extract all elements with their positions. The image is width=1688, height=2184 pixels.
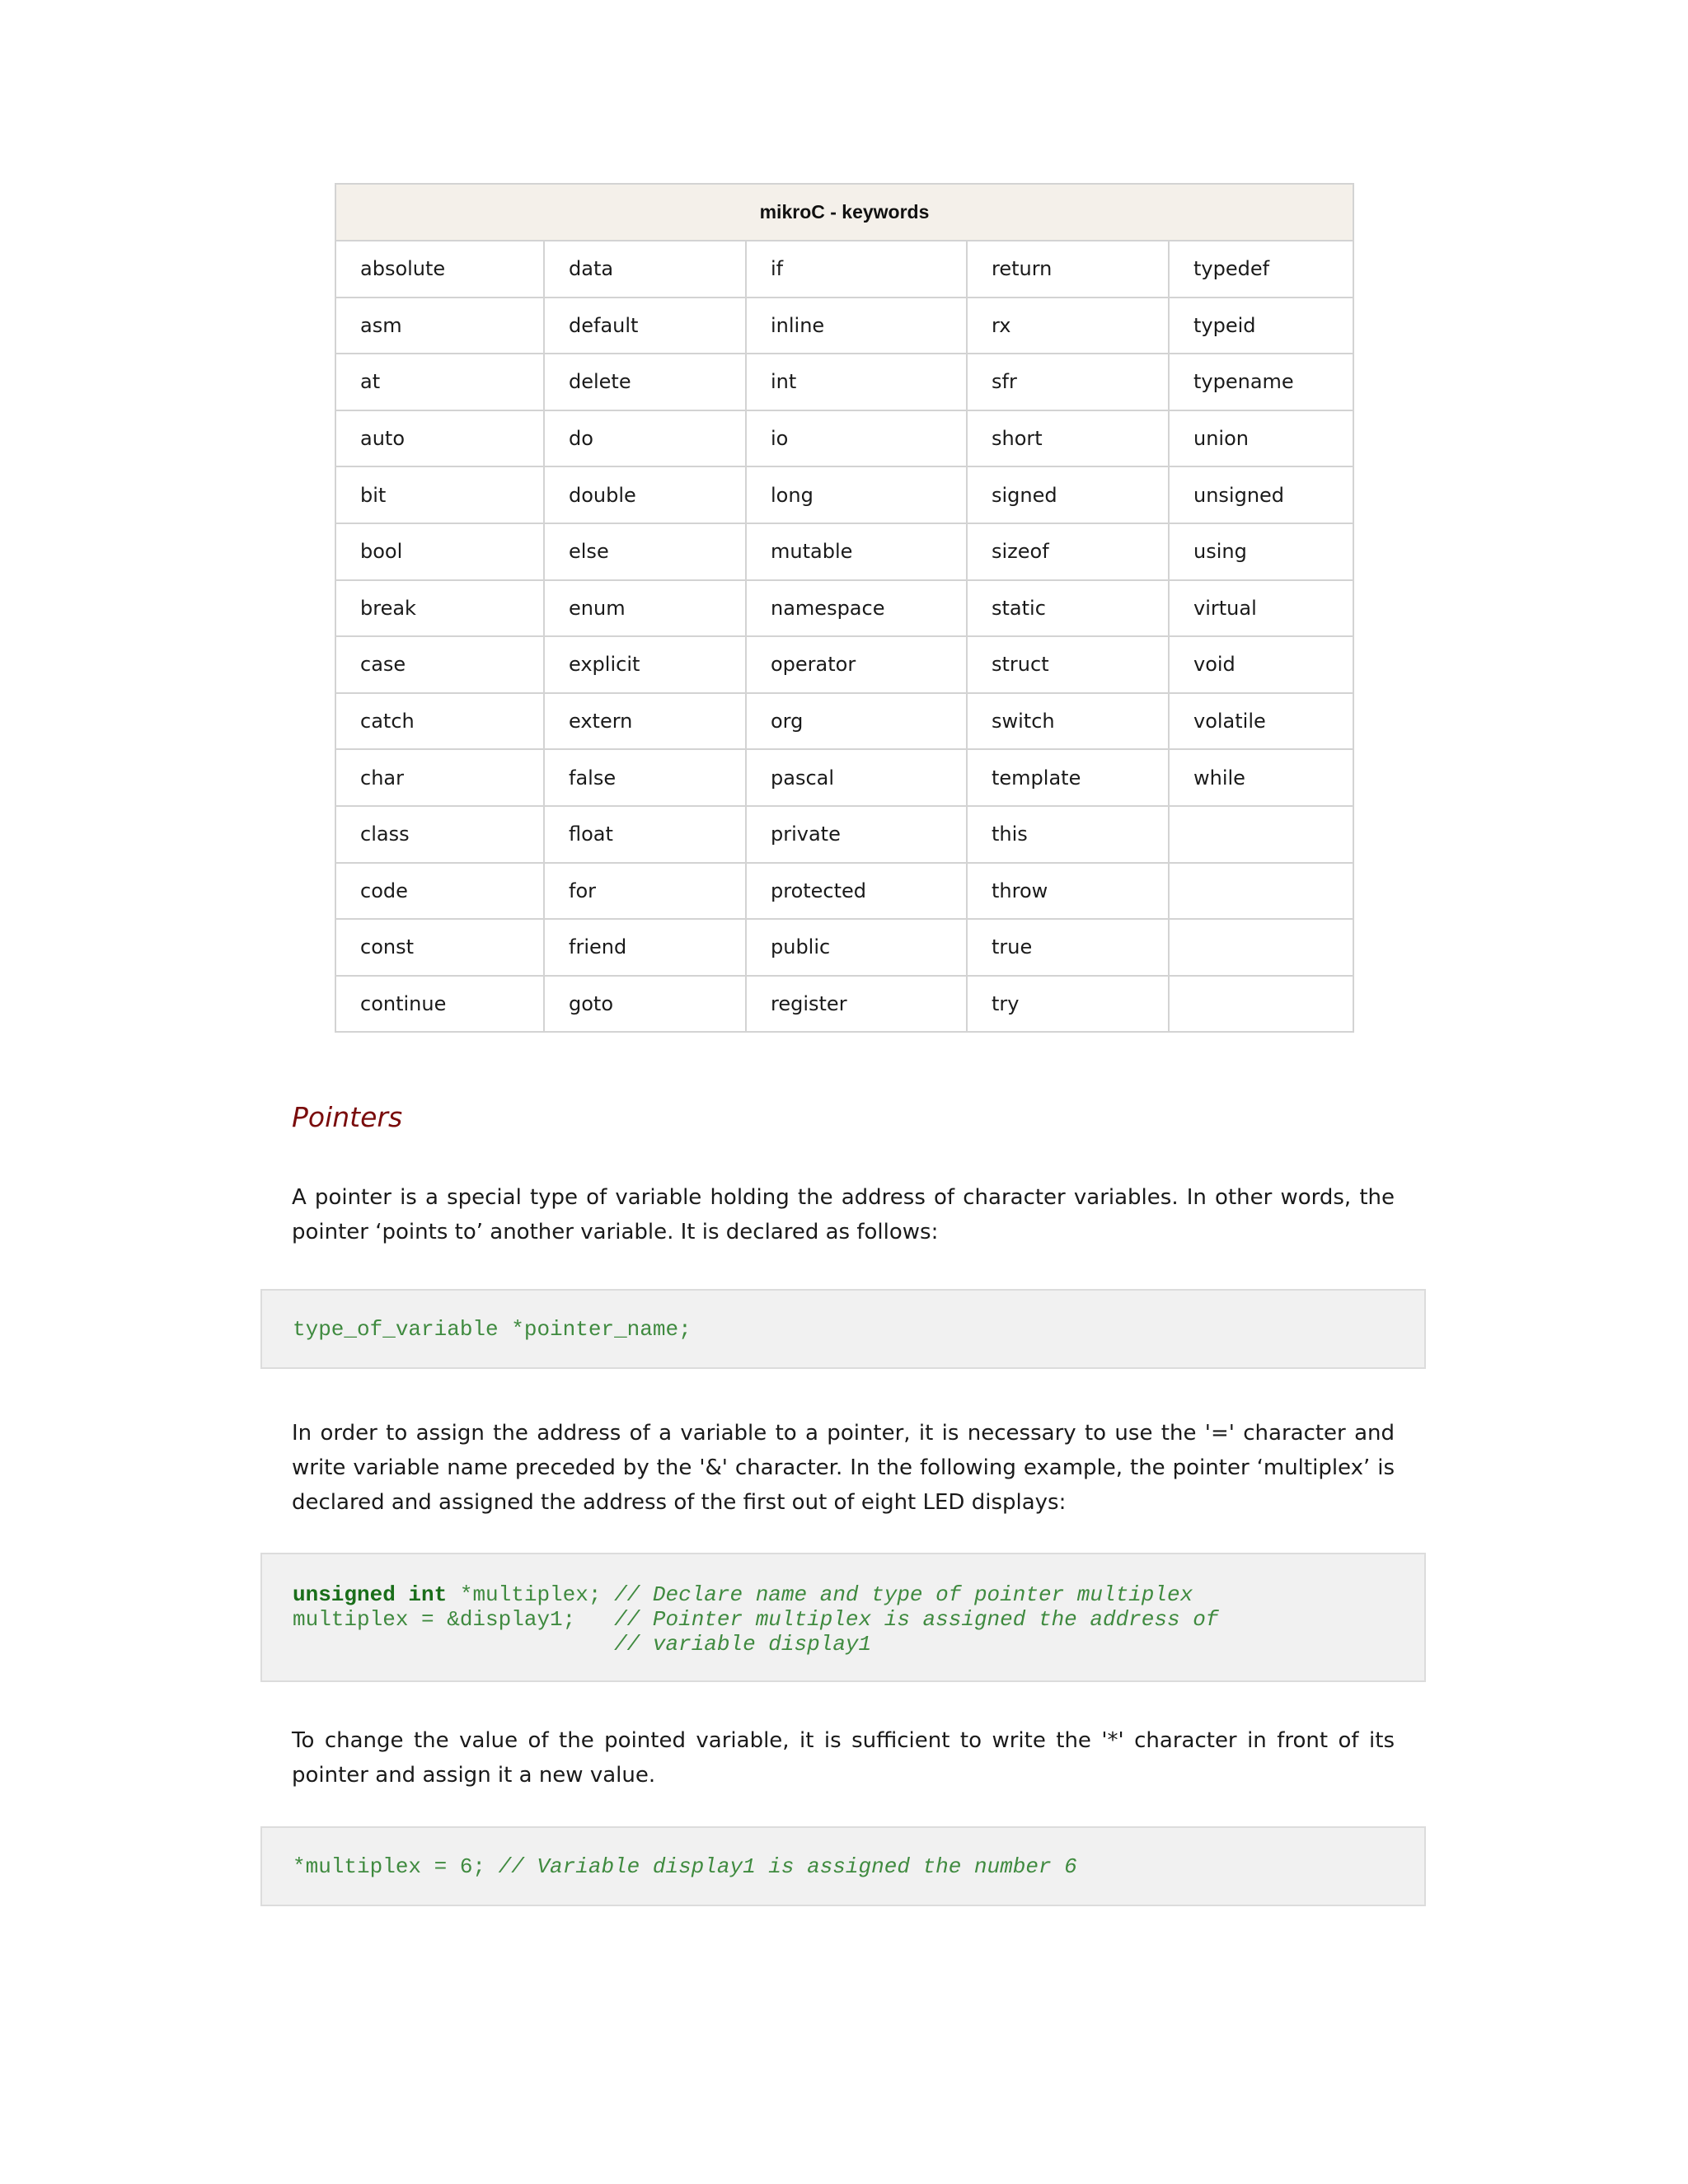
keyword-cell: signed xyxy=(967,466,1169,523)
pointer-assign-paragraph: In order to assign the address of a variable to a pointer, it is necessary to use the '=' character and write variable name preceded by the '&' character. In the following example, the pointer ‘multiplex’ is declared and assigned the address of the first out of eight LED displays: xyxy=(292,1421,1395,1515)
code-keyword: unsigned int xyxy=(293,1582,448,1607)
keyword-cell: break xyxy=(335,580,544,637)
keyword-cell: enum xyxy=(544,580,746,637)
keyword-cell: absolute xyxy=(335,241,544,298)
table-row xyxy=(335,919,1353,976)
keyword-cell: while xyxy=(1169,749,1353,806)
table-row xyxy=(335,241,1353,298)
keyword-cell: else xyxy=(544,523,746,580)
keyword-cell: union xyxy=(1169,410,1353,467)
code-text: multiplex = &display1; xyxy=(293,1607,615,1632)
code-line xyxy=(293,1582,1424,1607)
keyword-cell: float xyxy=(544,806,746,863)
keyword-cell xyxy=(1169,863,1353,920)
keyword-cell: rx xyxy=(967,298,1169,354)
keyword-cell: extern xyxy=(544,693,746,750)
keyword-cell: static xyxy=(967,580,1169,637)
code-line xyxy=(293,1607,1424,1632)
keyword-cell: operator xyxy=(746,636,967,693)
table-row xyxy=(335,693,1353,750)
keyword-cell: char xyxy=(335,749,544,806)
code-text xyxy=(293,1632,614,1657)
keyword-cell: pascal xyxy=(746,749,967,806)
keyword-cell xyxy=(1169,919,1353,976)
keyword-cell: asm xyxy=(335,298,544,354)
keyword-cell: struct xyxy=(967,636,1169,693)
keyword-cell: const xyxy=(335,919,544,976)
keyword-cell: case xyxy=(335,636,544,693)
code-text: *multiplex; xyxy=(447,1582,615,1607)
code-line xyxy=(293,1854,1424,1879)
code-comment: // Pointer multiplex is assigned the address of xyxy=(614,1607,1219,1632)
table-row xyxy=(335,354,1353,410)
keyword-cell: this xyxy=(967,806,1169,863)
keyword-cell: public xyxy=(746,919,967,976)
table-row xyxy=(335,410,1353,467)
section-title: Pointers xyxy=(292,1101,403,1133)
keyword-cell: return xyxy=(967,241,1169,298)
keyword-cell: volatile xyxy=(1169,693,1353,750)
pointer-change-paragraph: To change the value of the pointed variable, it is sufficient to write the '*' character in front of its pointer and assign it a new value. xyxy=(292,1728,1395,1788)
keyword-cell: sizeof xyxy=(967,523,1169,580)
keyword-cell: org xyxy=(746,693,967,750)
keyword-cell: bool xyxy=(335,523,544,580)
keywords-table xyxy=(335,183,1354,1033)
keyword-cell xyxy=(1169,806,1353,863)
keyword-cell: bit xyxy=(335,466,544,523)
table-body xyxy=(335,241,1353,1032)
table-row xyxy=(335,466,1353,523)
keyword-cell: typename xyxy=(1169,354,1353,410)
keyword-cell: register xyxy=(746,976,967,1033)
keyword-cell: virtual xyxy=(1169,580,1353,637)
keyword-cell: typedef xyxy=(1169,241,1353,298)
keyword-cell: using xyxy=(1169,523,1353,580)
keyword-cell: int xyxy=(746,354,967,410)
keyword-cell: explicit xyxy=(544,636,746,693)
keyword-cell: friend xyxy=(544,919,746,976)
keyword-cell: delete xyxy=(544,354,746,410)
keyword-cell: inline xyxy=(746,298,967,354)
table-title: mikroC - keywords xyxy=(335,184,1353,241)
keyword-cell: template xyxy=(967,749,1169,806)
keyword-cell: code xyxy=(335,863,544,920)
code-comment: // variable display1 xyxy=(614,1632,872,1657)
keyword-cell: switch xyxy=(967,693,1169,750)
keyword-cell: sfr xyxy=(967,354,1169,410)
keyword-cell: unsigned xyxy=(1169,466,1353,523)
keyword-cell: throw xyxy=(967,863,1169,920)
keyword-cell: at xyxy=(335,354,544,410)
table-row xyxy=(335,863,1353,920)
table-row xyxy=(335,636,1353,693)
keyword-cell: goto xyxy=(544,976,746,1033)
table-row xyxy=(335,749,1353,806)
keyword-cell: continue xyxy=(335,976,544,1033)
keyword-cell: for xyxy=(544,863,746,920)
keyword-cell: namespace xyxy=(746,580,967,637)
table-row xyxy=(335,976,1353,1033)
code-line xyxy=(293,1632,1424,1657)
assign-code-block xyxy=(260,1826,1426,1906)
code-text: *multiplex = 6; xyxy=(293,1854,499,1879)
keyword-cell: true xyxy=(967,919,1169,976)
keyword-cell: catch xyxy=(335,693,544,750)
table-row xyxy=(335,298,1353,354)
keyword-cell: typeid xyxy=(1169,298,1353,354)
keyword-cell: protected xyxy=(746,863,967,920)
code-line: type_of_variable *pointer_name; xyxy=(293,1317,692,1342)
keyword-cell: class xyxy=(335,806,544,863)
keyword-cell: void xyxy=(1169,636,1353,693)
table-header-row xyxy=(335,184,1353,241)
keyword-cell: mutable xyxy=(746,523,967,580)
code-comment: // Declare name and type of pointer multiplex xyxy=(614,1582,1193,1607)
keyword-cell: default xyxy=(544,298,746,354)
keyword-cell: false xyxy=(544,749,746,806)
pointer-intro-paragraph: A pointer is a special type of variable holding the address of character variables. In other words, the pointer ‘points to’ another variable. It is declared as follows: xyxy=(292,1185,1395,1244)
keyword-cell: io xyxy=(746,410,967,467)
code-comment: // Variable display1 is assigned the number 6 xyxy=(498,1854,1077,1879)
keyword-cell: if xyxy=(746,241,967,298)
keyword-cell: long xyxy=(746,466,967,523)
table-row xyxy=(335,580,1353,637)
keyword-cell: data xyxy=(544,241,746,298)
keyword-cell: do xyxy=(544,410,746,467)
keyword-cell: auto xyxy=(335,410,544,467)
keyword-cell: private xyxy=(746,806,967,863)
example-code-block xyxy=(260,1553,1426,1682)
table-row xyxy=(335,523,1353,580)
declaration-code-block xyxy=(260,1289,1426,1369)
keyword-cell: double xyxy=(544,466,746,523)
keyword-cell: short xyxy=(967,410,1169,467)
table-row xyxy=(335,806,1353,863)
keyword-cell: try xyxy=(967,976,1169,1033)
keyword-cell xyxy=(1169,976,1353,1033)
